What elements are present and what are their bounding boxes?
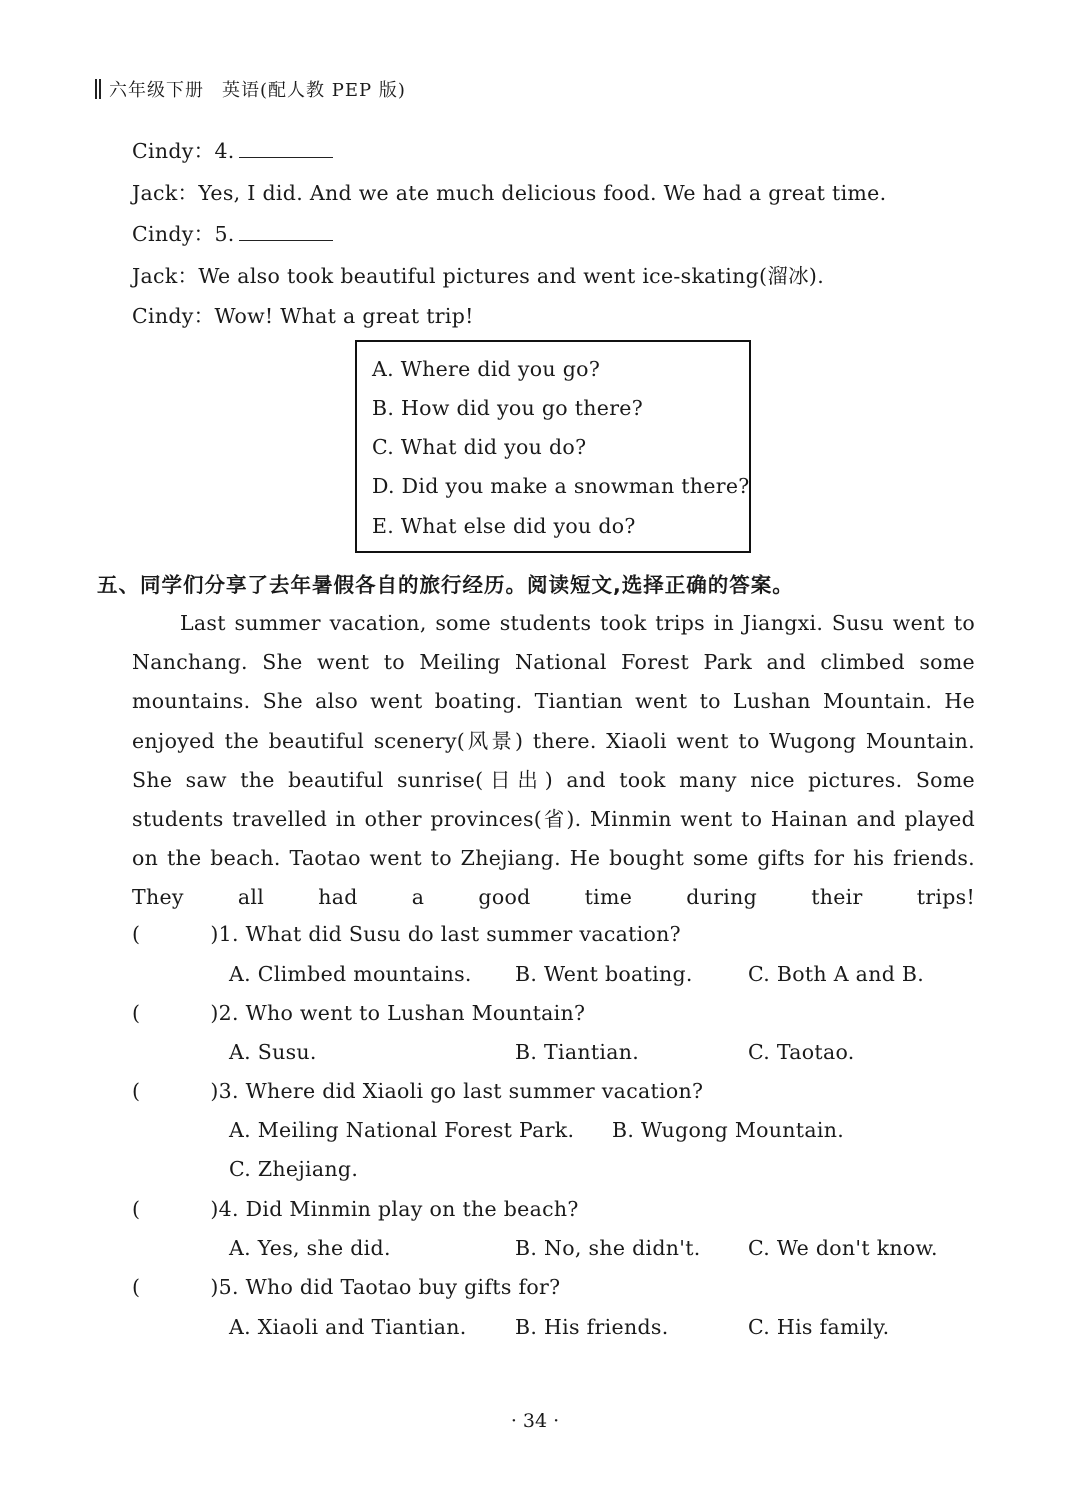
running-header (95, 76, 406, 102)
choice: C. His family. (748, 1315, 890, 1339)
passage-text: Last summer vacation, some students took trips in Jiangxi. Susu went to Nanchang. She went to Meiling National Forest Park and climbed some mountains. She also went boating. Tiantian went to Lushan Mountain. He enjoyed the beautiful scenery(风景) there. Xiaoli went to Wugong Mountain. She saw the beautiful sunrise(日出) and took many nice pictures. Some students travelled in other provinces(省). Minmin went to Hainan and played on the beach. Taotao went to Zhejiang. He bought some gifts for his friends. They all had a good time during their trips! (132, 611, 975, 910)
choice: C. Both A and B. (748, 962, 925, 986)
question: ( )2. Who went to Lushan Mountain? (132, 1001, 586, 1025)
choice: A. Yes, she did. (229, 1236, 391, 1260)
option-item: A. Where did you go? (372, 357, 601, 381)
choice: C. We don't know. (748, 1236, 938, 1260)
question: ( )4. Did Minmin play on the beach? (132, 1197, 579, 1221)
option-item: E. What else did you do? (372, 514, 636, 538)
speaker: Cindy (132, 139, 194, 163)
choice: B. Went boating. (515, 962, 693, 986)
reading-passage (132, 604, 975, 918)
choice: A. Xiaoli and Tiantian. (229, 1315, 467, 1339)
question: ( )5. Who did Taotao buy gifts for? (132, 1275, 561, 1299)
choice: A. Climbed mountains. (229, 962, 472, 986)
choice: A. Susu. (229, 1040, 317, 1064)
section-title: 五、同学们分享了去年暑假各自的旅行经历。阅读短文,选择正确的答案。 (97, 573, 794, 597)
dialogue-line: Cindy：4. (132, 134, 333, 164)
question-stem: 4. Did Minmin play on the beach? (218, 1197, 579, 1221)
choice: B. His friends. (515, 1315, 669, 1339)
header-grade: 六年级下册 (109, 80, 204, 101)
question-stem: 2. Who went to Lushan Mountain? (218, 1001, 586, 1025)
option-item: C. What did you do? (372, 435, 587, 459)
speaker: Cindy (132, 222, 194, 246)
line-text: 4. (214, 139, 235, 163)
speaker: Cindy (132, 304, 194, 328)
choice: B. Tiantian. (515, 1040, 640, 1064)
question-stem: 3. Where did Xiaoli go last summer vacation? (218, 1079, 704, 1103)
question-stem: 5. Who did Taotao buy gifts for? (218, 1275, 561, 1299)
choice: B. No, she didn't. (515, 1236, 701, 1260)
question: ( )1. What did Susu do last summer vacation? (132, 922, 681, 946)
page-number: · 34 · (510, 1410, 560, 1432)
line-text: Wow! What a great trip! (214, 304, 474, 328)
question-stem: 1. What did Susu do last summer vacation? (218, 922, 681, 946)
line-text: Yes, I did. And we ate much delicious food. We had a great time. (198, 181, 887, 205)
answer-blank[interactable] (239, 222, 333, 241)
option-item: B. How did you go there? (372, 396, 644, 420)
dialogue-line: Jack：We also took beautiful pictures and went ice-skating(溜冰). (132, 264, 825, 288)
choice: B. Wugong Mountain. (612, 1118, 845, 1142)
line-text: 5. (214, 222, 235, 246)
choice: C. Taotao. (748, 1040, 855, 1064)
choice: A. Meiling National Forest Park. (229, 1118, 575, 1142)
header-subject: 英语(配人教 PEP 版) (222, 80, 406, 101)
answer-blank[interactable] (239, 139, 333, 158)
speaker: Jack (132, 264, 178, 288)
dialogue-line: Cindy：Wow! What a great trip! (132, 304, 474, 328)
choice: C. Zhejiang. (229, 1157, 359, 1181)
option-item: D. Did you make a snowman there? (372, 474, 750, 498)
question: ( )3. Where did Xiaoli go last summer vacation? (132, 1079, 704, 1103)
line-text: We also took beautiful pictures and went ice-skating(溜冰). (198, 264, 825, 288)
dialogue-line: Jack：Yes, I did. And we ate much delicious food. We had a great time. (132, 181, 887, 205)
speaker: Jack (132, 181, 178, 205)
dialogue-line: Cindy：5. (132, 217, 333, 247)
header-bar-icon (95, 79, 101, 99)
options-box (355, 340, 751, 553)
